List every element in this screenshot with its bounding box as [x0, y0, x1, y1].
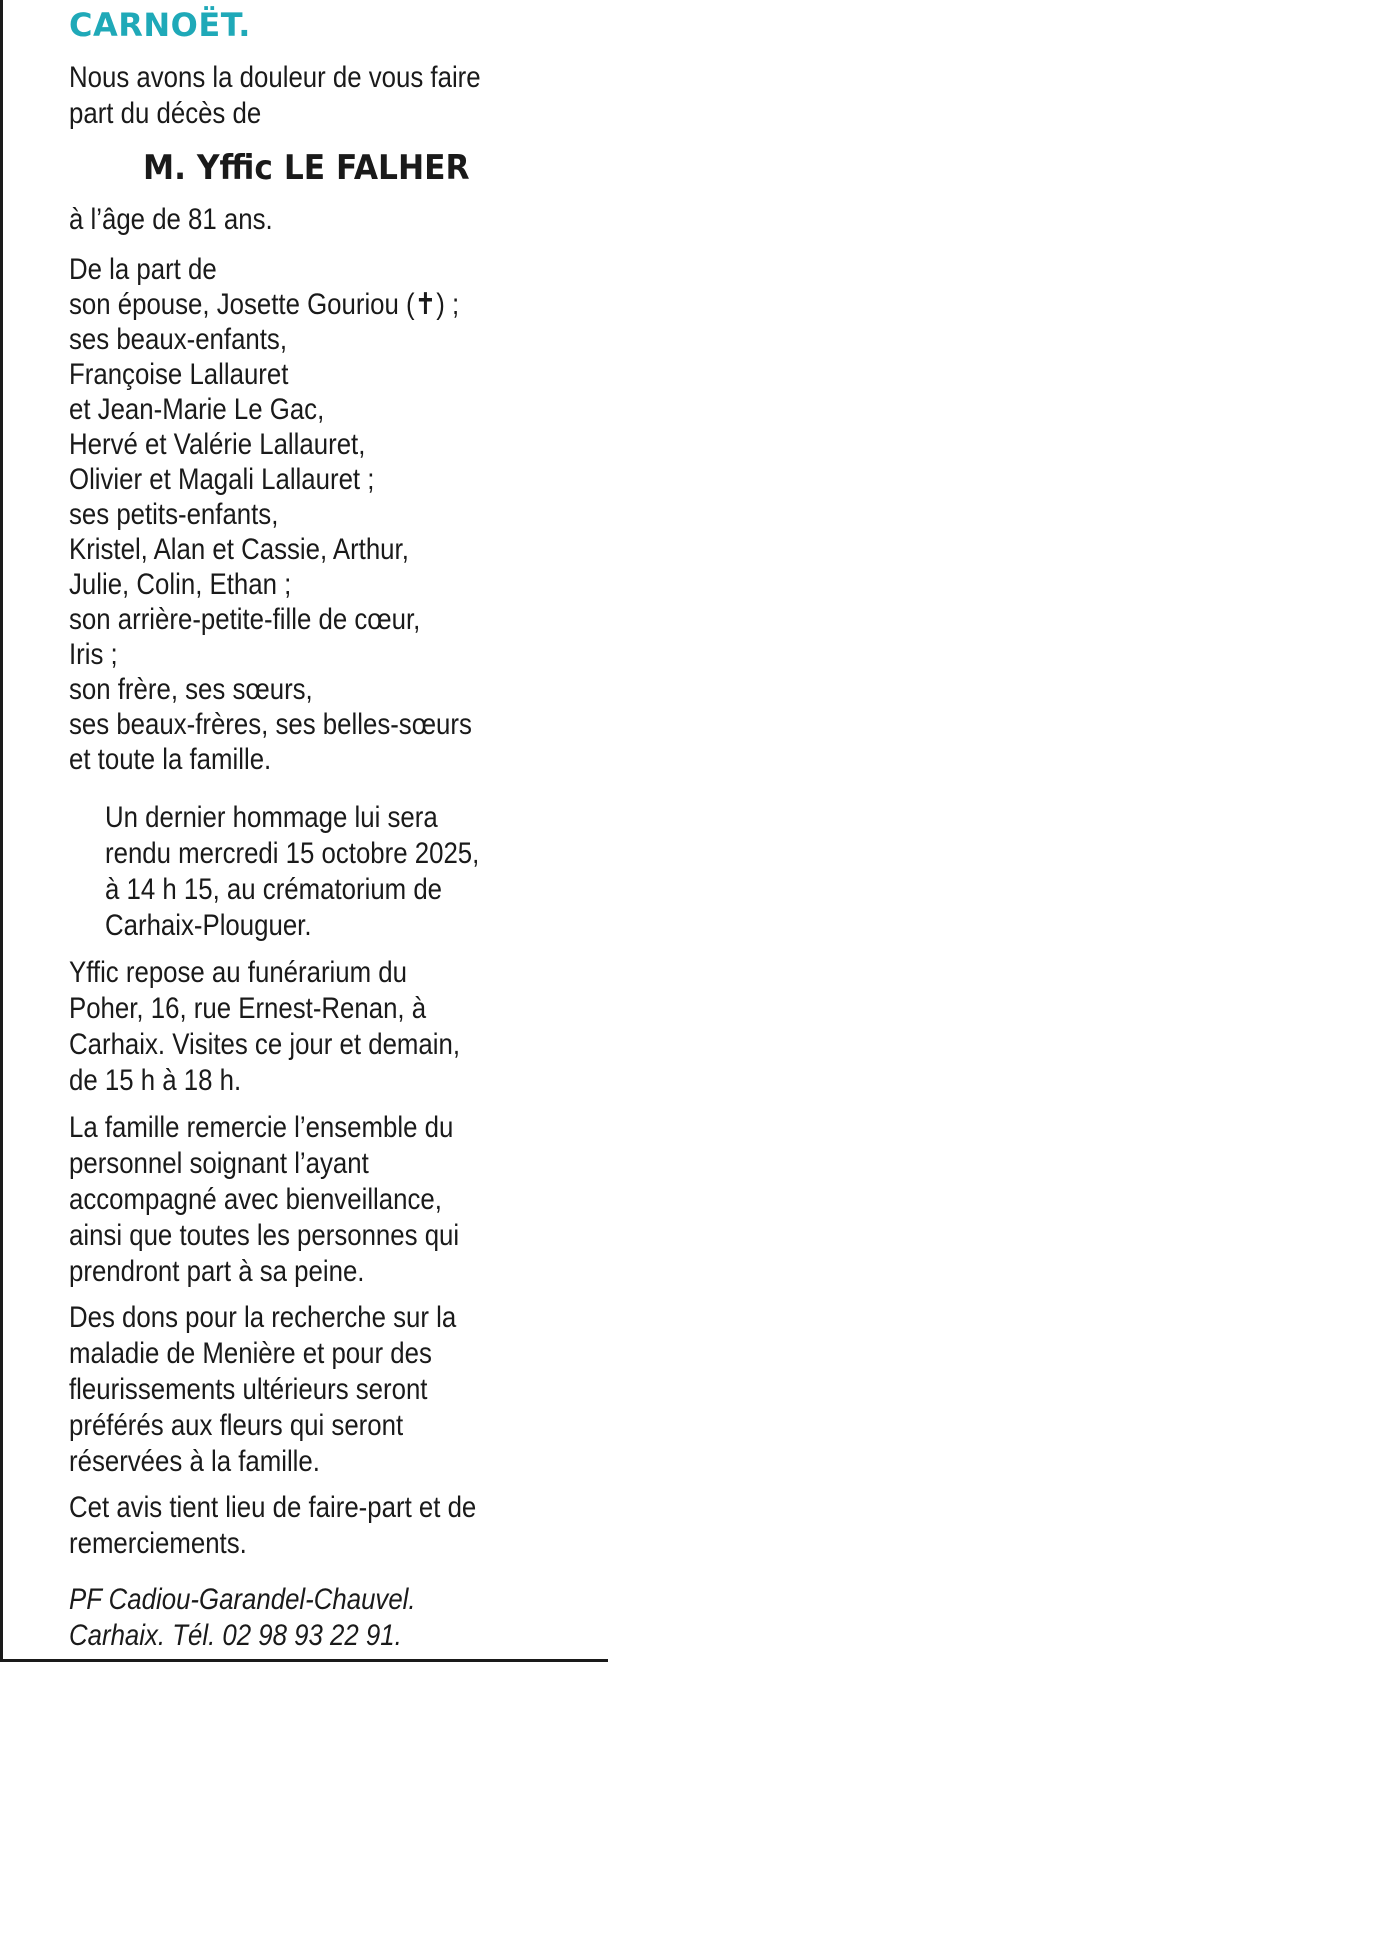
family-line: ses beaux-enfants,	[69, 323, 288, 356]
family-line: De la part de	[69, 253, 217, 286]
thanks-line: accompagné avec bienveillance,	[69, 1183, 442, 1216]
obituary-notice	[0, 0, 608, 1662]
family-line: Hervé et Valérie Lallauret,	[69, 428, 366, 461]
visits-line: Carhaix. Visites ce jour et demain,	[69, 1028, 461, 1061]
family-line: Kristel, Alan et Cassie, Arthur,	[69, 533, 409, 566]
donations-line: fleurissements ultérieurs seront	[69, 1373, 428, 1406]
thanks-line: ainsi que toutes les personnes qui	[69, 1219, 460, 1252]
family-line: Julie, Colin, Ethan ;	[69, 568, 292, 601]
town-heading: CARNOËT.	[69, 6, 251, 44]
family-line: son frère, ses sœurs,	[69, 673, 313, 706]
donations-paragraph	[69, 1300, 551, 1480]
funeral-home-line: PF Cadiou-Garandel-Chauvel.	[69, 1583, 416, 1616]
family-line: son arrière-petite-fille de cœur,	[69, 603, 421, 636]
visits-paragraph	[69, 955, 551, 1099]
thanks-line: personnel soignant l’ayant	[69, 1147, 369, 1180]
funeral-home-line: Carhaix. Tél. 02 98 93 22 91.	[69, 1619, 402, 1652]
family-line: et Jean-Marie Le Gac,	[69, 393, 325, 426]
donations-line: réservées à la famille.	[69, 1445, 320, 1478]
thanks-line: prendront part à sa peine.	[69, 1255, 365, 1288]
closing-line: remerciements.	[69, 1527, 247, 1560]
ceremony-line: Carhaix-Plouguer.	[105, 909, 312, 942]
ceremony-line: à 14 h 15, au crématorium de	[105, 873, 443, 906]
closing-paragraph	[69, 1490, 551, 1562]
family-line: ses petits-enfants,	[69, 498, 279, 531]
family-line: Françoise Lallauret	[69, 358, 289, 391]
family-line: ses beaux-frères, ses belles-sœurs	[69, 708, 472, 741]
thanks-line: La famille remercie l’ensemble du	[69, 1111, 454, 1144]
funeral-home-signature	[69, 1582, 551, 1654]
closing-line: Cet avis tient lieu de faire-part et de	[69, 1491, 477, 1524]
ceremony-line: Un dernier hommage lui sera	[105, 801, 438, 834]
family-line: Olivier et Magali Lallauret ;	[69, 463, 375, 496]
family-list	[69, 252, 551, 777]
visits-line: de 15 h à 18 h.	[69, 1064, 242, 1097]
ceremony-line: rendu mercredi 15 octobre 2025,	[105, 837, 480, 870]
donations-line: Des dons pour la recherche sur la	[69, 1301, 457, 1334]
age-line: à l’âge de 81 ans.	[69, 203, 273, 236]
donations-line: préférés aux fleurs qui seront	[69, 1409, 404, 1442]
family-line: Iris ;	[69, 638, 118, 671]
donations-line: maladie de Menière et pour des	[69, 1337, 432, 1370]
deceased-name: M. Yffic LE FALHER	[143, 148, 470, 188]
family-line: son épouse, Josette Gouriou (✝) ;	[69, 288, 460, 321]
visits-line: Poher, 16, rue Ernest-Renan, à	[69, 992, 427, 1025]
family-line: et toute la famille.	[69, 743, 272, 776]
intro-line: Nous avons la douleur de vous faire	[69, 61, 481, 94]
thanks-paragraph	[69, 1110, 551, 1290]
intro-line: part du décès de	[69, 97, 262, 130]
intro-paragraph	[69, 60, 551, 132]
visits-line: Yffic repose au funérarium du	[69, 956, 407, 989]
ceremony-paragraph	[105, 800, 552, 944]
